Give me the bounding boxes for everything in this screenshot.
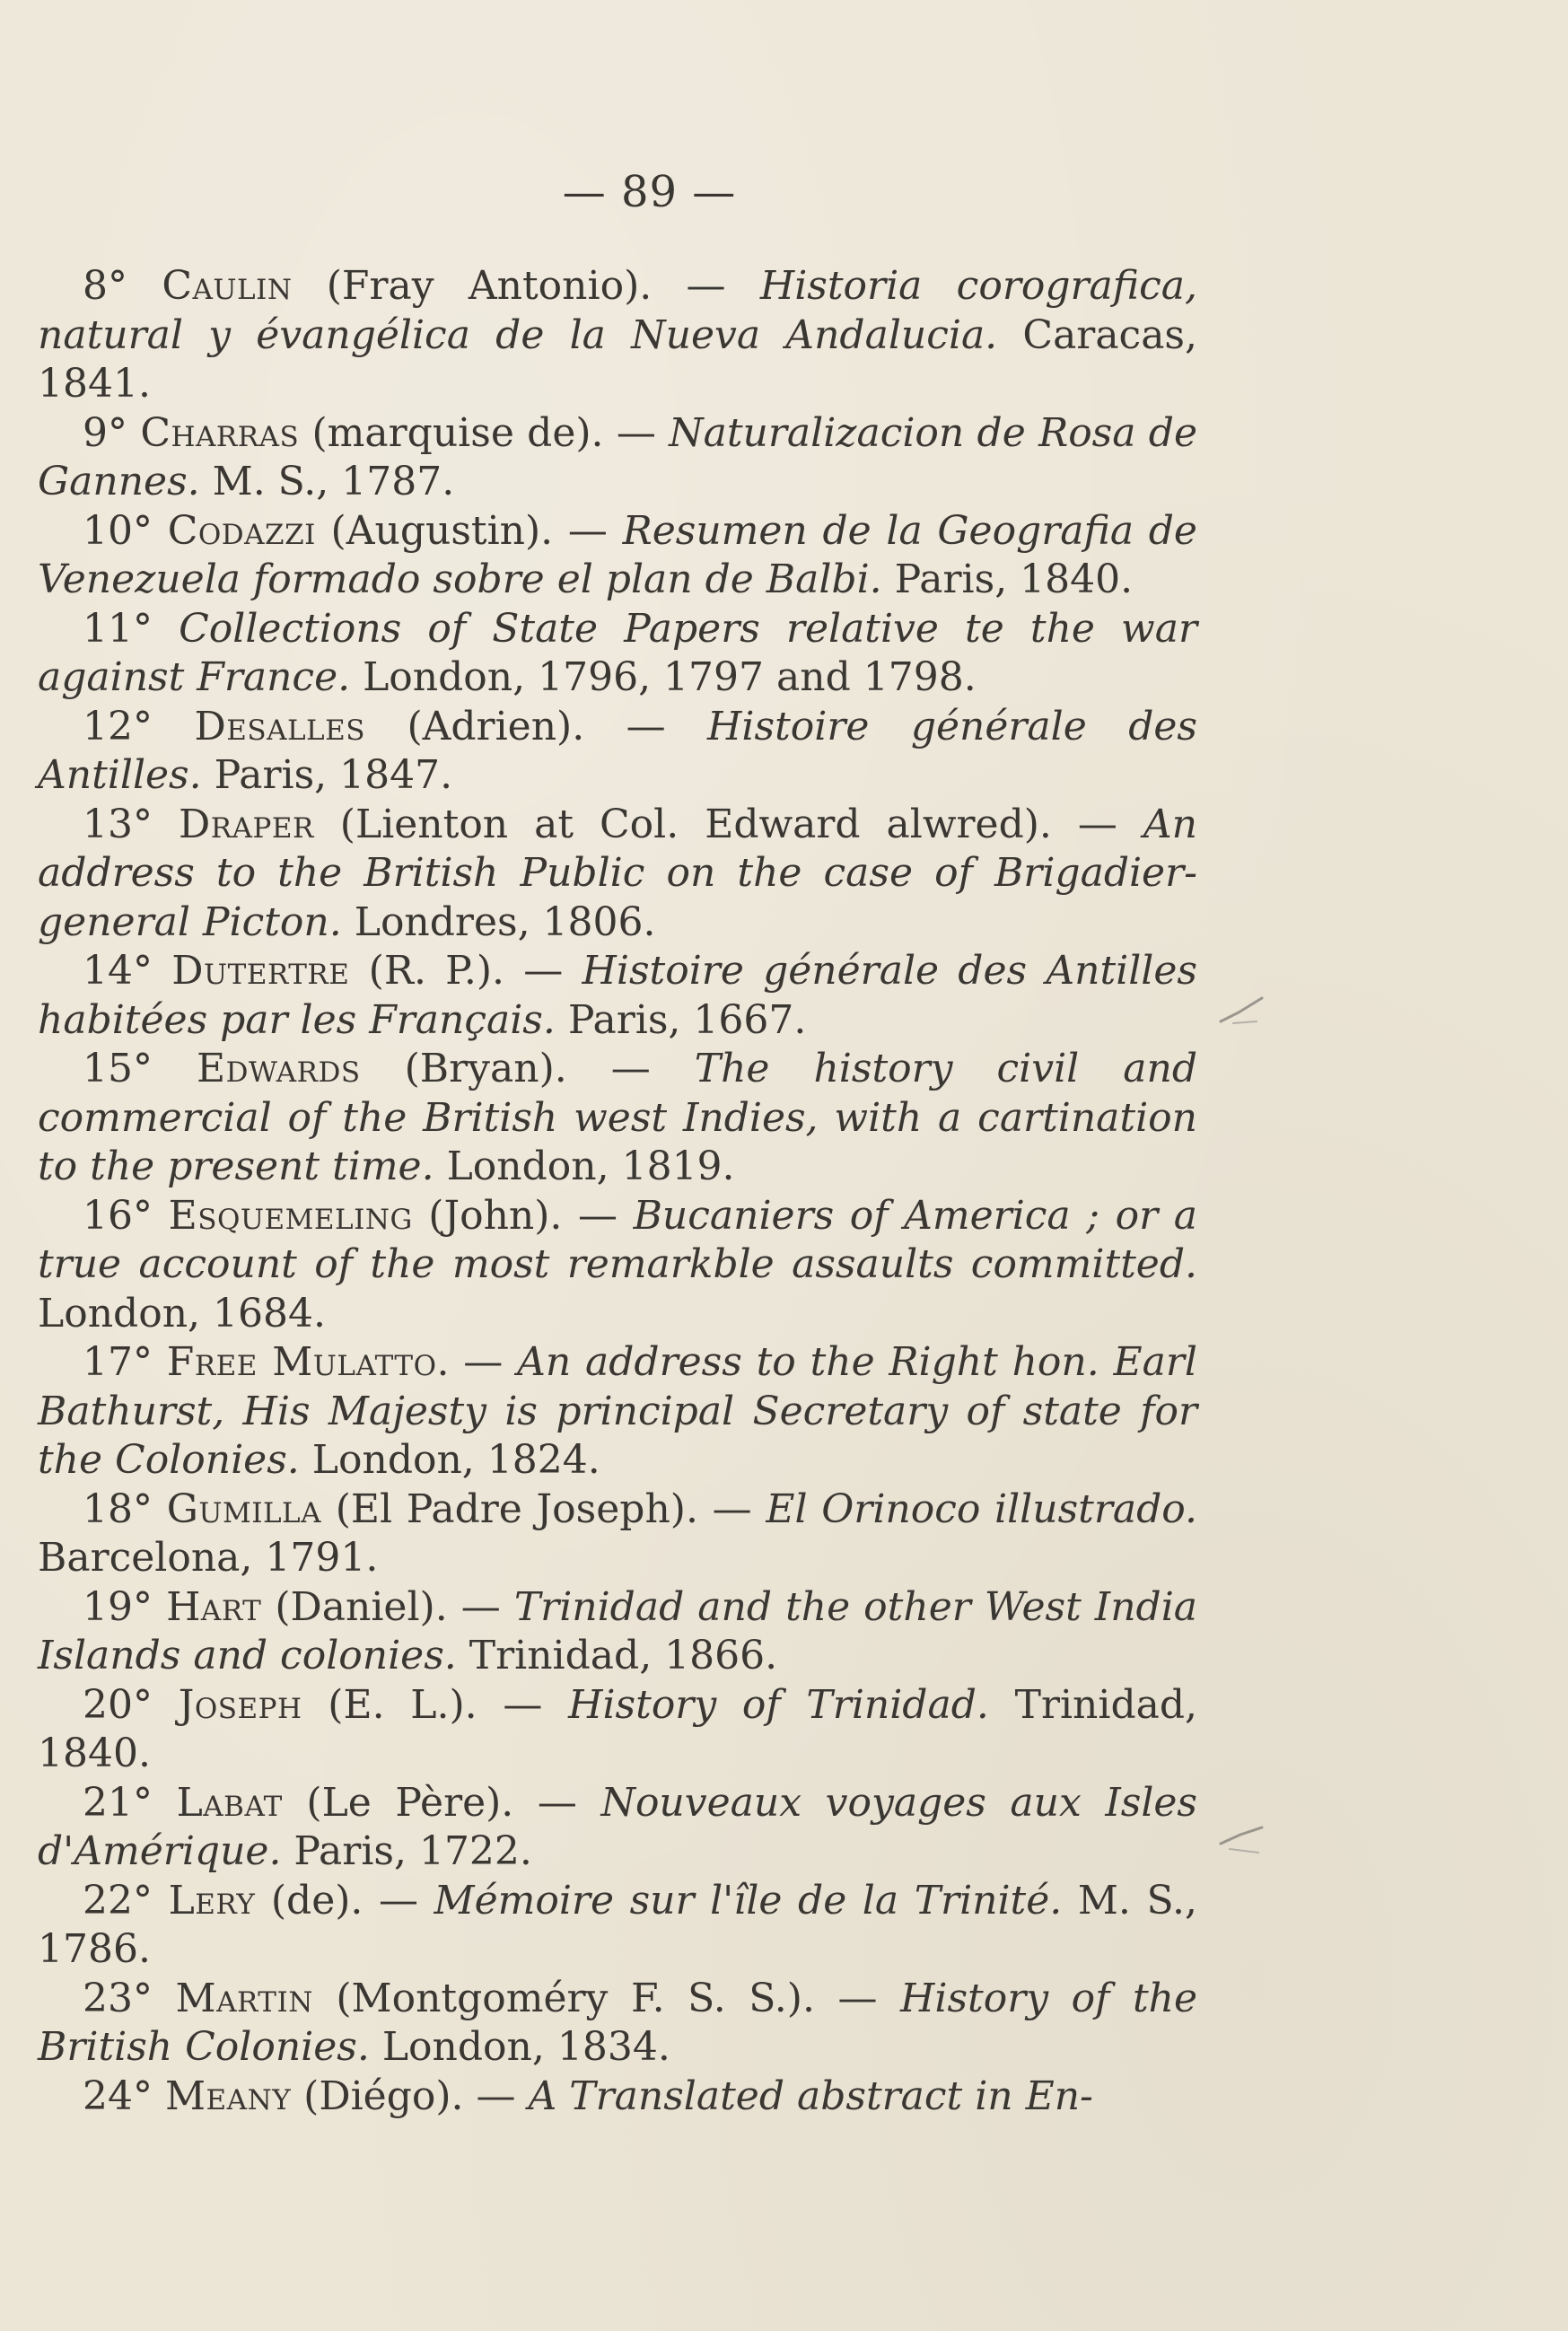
entry-number: 22° [83,1877,153,1924]
entry-title: The history civil and commercial of the British west Indies, with a cartination to the present time. [38,1046,1197,1189]
bibliography-entry [38,2072,1197,2122]
bibliography-entry [38,1485,1197,1583]
entry-number: 16° [83,1192,153,1239]
entry-author: Free Mulatto [166,1339,437,1385]
entry-title: El Orinoco illustrado. [766,1485,1197,1532]
entry-number: 18° [83,1485,153,1532]
entry-publication: Paris, 1722. [281,1828,532,1874]
entry-title: History of the British Colonies. [38,1975,1197,2070]
entry-title: Bucaniers of America ; or a true account of the most remarkble assaults committed. [38,1192,1197,1287]
entry-publication: Barcelona, 1791. [38,1535,379,1581]
bibliography-entry [38,1045,1197,1192]
entry-author: Labat [176,1779,283,1826]
entry-publication: Caracas, 1841. [38,311,1198,407]
entry-publication: London, 1684. [38,1290,326,1336]
bibliography-entry [38,605,1197,703]
bibliography-entry [38,947,1197,1045]
entry-number: 14° [83,948,153,994]
entry-publication: Paris, 1847. [201,752,453,798]
entry-publication: Trinidad, 1866. [456,1633,778,1678]
entry-title: Collections of State Papers relative te the war against France. [38,605,1197,700]
entry-publication: Paris, 1667. [555,996,807,1043]
entry-author: Caulin [162,263,293,309]
entry-author: Edwards [197,1046,361,1091]
pencil-checkmark-icon [1217,1822,1266,1858]
bibliography-entry [38,1338,1197,1485]
entry-publication: Trinidad, 1840. [38,1681,1198,1776]
entry-number: 24° [83,2072,153,2119]
entry-author: Meany [165,2072,292,2119]
bibliography-entry [38,1583,1197,1681]
entry-number: 11° [83,605,153,652]
bibliography-list [38,262,1197,2121]
entry-details: (Adrien). — [365,703,708,749]
bibliography-entry [38,1681,1197,1779]
entry-details: (R. P.). — [349,948,583,994]
entry-number: 15° [83,1046,153,1091]
entry-details: (Bryan). — [360,1046,695,1091]
bibliography-entry [38,1779,1197,1877]
bibliography-entry [38,801,1197,948]
entry-title: Resumen de la Geografia de Venezuela formado sobre el plan de Balbi. [38,507,1197,602]
entry-publication: Londres, 1806. [341,898,656,945]
entry-publication: London, 1834. [369,2024,670,2070]
entry-details [153,606,179,652]
bibliography-entry [38,1192,1197,1339]
entry-author: Draper [178,801,314,847]
entry-details: (E. L.). — [302,1681,569,1728]
bibliography-entry [38,507,1197,605]
entry-publication: M. S., 1786. [38,1877,1198,1972]
bibliography-entry [38,262,1197,409]
entry-details: . — [436,1339,518,1385]
entry-details: (marquise de). — [299,409,670,456]
entry-title: History of Trinidad. [568,1681,989,1728]
entry-author: Joseph [178,1681,302,1728]
entry-details: (Lienton at Col. Edward alwred). — [313,801,1143,847]
bibliography-entry [38,1975,1197,2072]
entry-publication: London, 1819. [434,1144,735,1189]
entry-publication: London, 1824. [299,1437,600,1483]
entry-title: Histoire générale des Antilles. [38,703,1197,798]
entry-author: Dutertre [171,948,350,994]
entry-author: Codazzi [167,507,316,554]
entry-details: (John). — [412,1192,634,1239]
entry-details: (Diégo). — [291,2072,529,2119]
entry-details: (Augustin). — [315,507,623,554]
entry-number: 8° [83,263,127,309]
entry-title: An address to the British Public on the case of Brigadier-general Picton. [38,801,1197,945]
entry-publication: Paris, 1840. [881,556,1134,602]
entry-title: Naturalizacion de Rosa de Gannes. [38,409,1198,504]
entry-number: 21° [83,1779,153,1826]
entry-number: 9° [83,409,127,456]
entry-details: (de). — [255,1877,434,1924]
entry-publication: M. S., 1787. [199,459,455,504]
entry-title: Histoire générale des Antilles habitées par les Français. [38,948,1197,1043]
entry-number: 20° [83,1681,153,1728]
entry-number: 19° [83,1583,153,1630]
entry-title: Nouveaux voyages aux Isles d'Amérique. [38,1779,1198,1874]
entry-title: An address to the Right hon. Earl Bathurst, His Majesty is principal Secretary of state for the Colonies. [38,1339,1197,1483]
entry-author: Martin [175,1975,313,2021]
entry-number: 10° [83,507,153,554]
entry-author: Charras [140,409,300,456]
entry-details: (Montgoméry F. S. S.). — [312,1975,901,2021]
bibliography-entry [38,409,1197,507]
entry-details: (Fray Antonio). — [292,263,760,309]
entry-title: Mémoire sur l'île de la Trinité. [434,1877,1063,1924]
entry-title: A Translated abstract in En- [528,2072,1093,2119]
page-number: — 89 — [562,167,737,217]
entry-details: (El Padre Joseph). — [321,1485,766,1532]
entry-number: 17° [83,1339,153,1385]
entry-author: Hart [166,1583,262,1630]
entry-publication: London, 1796, 1797 and 1798. [350,654,977,700]
entry-title: Trinidad and the other West India Islands and colonies. [38,1583,1197,1678]
entry-number: 23° [83,1975,153,2021]
entry-author: Lery [168,1877,256,1924]
entry-title: Historia corografica, natural y évangélica de la Nueva Andalucia. [38,263,1197,358]
entry-author: Desalles [194,703,366,749]
bibliography-entry [38,1877,1197,1975]
entry-author: Gumilla [166,1485,322,1532]
entry-number: 13° [83,801,153,847]
entry-details: (Le Père). — [282,1779,601,1826]
entry-number: 12° [83,703,153,749]
bibliography-entry [38,703,1197,801]
entry-details: (Daniel). — [261,1583,514,1630]
pencil-checkmark-icon [1217,995,1266,1030]
entry-author: Esquemeling [168,1192,413,1239]
